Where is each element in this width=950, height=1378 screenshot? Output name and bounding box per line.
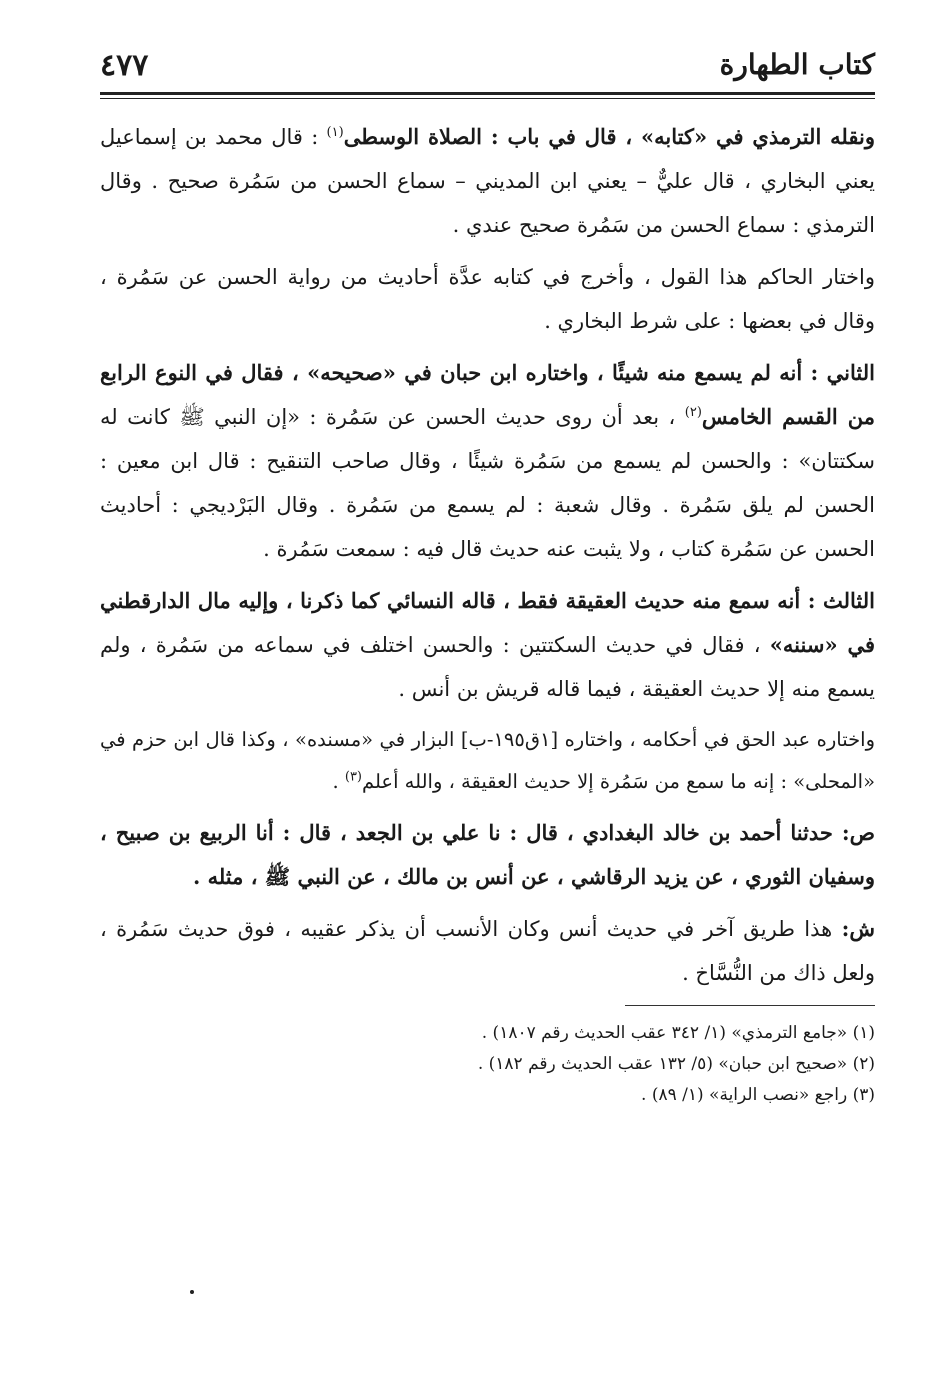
footnote-1: (١) «جامع الترمذي» (١/ ٣٤٢ عقب الحديث رقم ١٨٠٧) . [481, 1023, 875, 1043]
footnote-2: (٢) «صحيح ابن حبان» (٥/ ١٣٢ عقب الحديث رقم ١٨٢) . [477, 1054, 875, 1074]
paragraph-abdulhaq [100, 719, 875, 803]
paragraph-hakim [100, 255, 875, 343]
paragraph-bold-text: الثاني : أنه لم يسمع منه شيئًا ، واختاره ابن حبان في «صحيحه» ، فقال في النوع الرابع من القسم الخامس [100, 360, 875, 429]
paragraph-shin-commentary [100, 907, 875, 995]
paragraph-text: : قال محمد بن إسماعيل يعني البخاري ، قال عليٌّ – يعني ابن المديني – سماع الحسن من سَمُرة صحيح . وقال الترمذي : سماع الحسن من سَمُرة صحيح عندي . [100, 125, 875, 237]
scan-speck [190, 1290, 194, 1294]
footnote-separator [625, 1005, 875, 1006]
footnote-3: (٣) راجع «نصب الراية» (١/ ٨٩) . [641, 1085, 875, 1105]
page-number: ٤٧٧ [100, 48, 149, 83]
paragraph-sad-chain [100, 811, 875, 899]
paragraph-tirmidhi [100, 115, 875, 247]
paragraph-text: واختار الحاكم هذا القول ، وأخرج في كتابه عدَّة أحاديث من رواية الحسن عن سَمُرة ، وقال في بعضها : على شرط البخاري . [100, 265, 875, 333]
footnote-marker: (٣) [344, 769, 362, 785]
document-page [100, 40, 875, 1340]
page-body [100, 115, 875, 995]
paragraph-bold-text: ص: حدثنا أحمد بن خالد البغدادي ، قال : نا علي بن الجعد ، قال : أنا الربيع بن صبيح ، وسفيان الثوري ، عن يزيد الرقاشي ، عن أنس بن مالك ، عن النبي ﷺ ، مثله . [100, 820, 875, 889]
paragraph-text: واختاره عبد الحق في أحكامه ، واختاره [١ق١٩٥-ب] البزار في «مسنده» ، وكذا قال ابن حزم في «المحلى» : إنه ما سمع من سَمُرة إلا حديث العقيقة ، والله أعلم [100, 728, 875, 793]
header-rule [100, 92, 875, 99]
paragraph-text: ، فقال في حديث السكتتين : والحسن اختلف في سماعه من سَمُرة ، ولم يسمع منه إلا حديث العقيقة ، فيما قاله قريش بن أنس . [100, 633, 875, 701]
paragraph-third-opinion [100, 579, 875, 711]
footnote-marker: (١) [326, 125, 344, 140]
chapter-title: كتاب الطهارة [719, 48, 875, 81]
footnotes [100, 1018, 875, 1111]
paragraph-bold-text: الثالث : أنه سمع منه حديث العقيقة فقط ، قاله النسائي كما ذكرنا ، وإليه مال الدارقطني في «سننه» [100, 588, 875, 657]
paragraph-text: هذا طريق آخر في حديث أنس وكان الأنسب أن يذكر عقيبه ، فوق حديث سَمُرة ، ولعل ذاك من النُّسَّاخ . [100, 917, 875, 985]
page-header [100, 40, 875, 92]
paragraph-bold-text: ونقله الترمذي في «كتابه» ، قال في باب : الصلاة الوسطى [343, 124, 875, 149]
footnote-marker: (٢) [684, 405, 702, 420]
paragraph-second-opinion [100, 351, 875, 571]
paragraph-bold-text: ش: [841, 916, 875, 941]
paragraph-text: ، بعد أن روى حديث الحسن عن سَمُرة : «إن النبي ﷺ كانت له سكتتان» : والحسن لم يسمع من سَمُرة شيئًا ، وقال صاحب التنقيح : قال ابن معين : الحسن لم يلق سَمُرة . وقال شعبة : لم يسمع من سَمُرة . وقال البَرْديجي : أحاديث الحسن عن سَمُرة كتاب ، ولا يثبت عنه حديث قال فيه : سمعت سَمُرة . [100, 405, 875, 561]
paragraph-tail: . [332, 770, 345, 793]
